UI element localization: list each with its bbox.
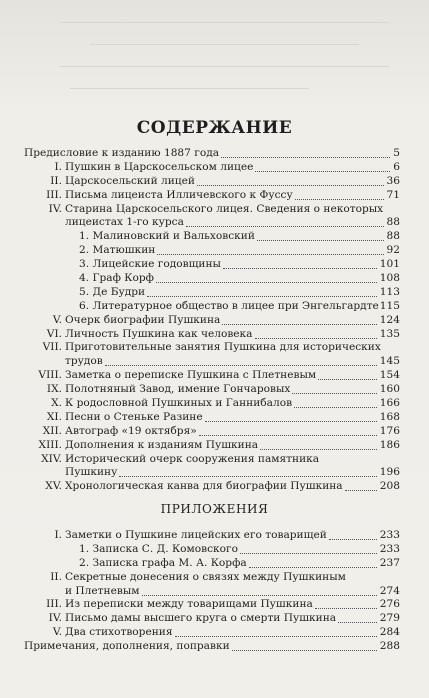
entry-page-number: 276 — [379, 598, 400, 611]
entry-page-number: 237 — [379, 556, 400, 569]
entry-page-number: 145 — [379, 355, 400, 368]
entry-title: Из переписки между товарищами Пушкина — [65, 598, 313, 611]
toc-entry — [24, 258, 400, 272]
entry-number: IX. — [46, 383, 62, 396]
entry-page-number: 108 — [379, 272, 400, 285]
entry-page-number: 71 — [386, 188, 400, 201]
entry-number: XIII. — [38, 438, 62, 451]
entry-title: Секретные донесения о связях между Пушкиным — [65, 570, 346, 583]
entry-page-number: 233 — [379, 529, 400, 541]
toc-entry — [24, 383, 400, 397]
appendix-heading: ПРИЛОЖЕНИЯ — [160, 502, 269, 516]
entry-page-number: 88 — [386, 230, 400, 243]
toc-entry — [24, 203, 400, 217]
dot-leader — [156, 282, 377, 283]
entry-page-number: 186 — [379, 438, 400, 451]
toc-entry — [24, 439, 400, 453]
dot-leader — [260, 449, 377, 450]
dot-leader — [338, 622, 377, 623]
dot-leader — [318, 379, 377, 380]
entry-page-number: 166 — [379, 397, 400, 410]
toc-entry — [24, 612, 400, 626]
entry-title: 3. Лицейские годовщины — [79, 258, 221, 271]
entry-title: Примечания, дополнения, поправки — [24, 640, 230, 653]
entry-title: Два стихотворения — [65, 626, 173, 639]
contents-heading: СОДЕРЖАНИЕ — [136, 118, 293, 138]
dot-leader — [232, 650, 377, 651]
dot-leader — [221, 157, 390, 158]
dot-leader — [197, 185, 384, 186]
entry-number: II. — [50, 174, 62, 187]
dot-leader — [105, 365, 377, 366]
entry-title: 6. Литературное общество в лицее при Энгельгардте — [79, 299, 379, 312]
entry-title: Личность Пушкина как человека — [65, 327, 253, 340]
toc-entry — [24, 314, 400, 328]
entry-title: Дополнения к изданиям Пушкина — [65, 438, 259, 451]
dot-leader — [205, 421, 377, 422]
dot-leader — [240, 553, 377, 554]
entry-page-number: 36 — [386, 174, 400, 187]
entry-number: X. — [51, 397, 62, 410]
dot-leader — [255, 338, 377, 339]
dot-leader — [157, 254, 384, 255]
dot-leader — [249, 567, 377, 568]
entry-page-number: 6 — [393, 160, 400, 173]
toc-entry — [24, 175, 400, 189]
toc-entry — [24, 355, 400, 369]
dot-leader — [292, 393, 377, 394]
entry-title: Очерк биографии Пушкина — [65, 313, 221, 326]
entry-title: Песни о Стеньке Разине — [65, 410, 203, 423]
entry-page-number: 92 — [386, 244, 400, 257]
bleed-through-line — [70, 88, 309, 89]
entry-title: Пушкину — [65, 466, 118, 479]
dot-leader — [255, 171, 390, 172]
entry-number: VIII. — [38, 369, 62, 382]
dot-leader — [175, 636, 377, 637]
entry-page-number: 135 — [379, 327, 400, 340]
entry-title: Письмо дамы высшего круга о смерти Пушкина — [65, 612, 337, 625]
entry-title: Автограф «19 октября» — [65, 424, 197, 437]
entry-page-number: 113 — [379, 285, 400, 298]
entry-title: 1. Малиновский и Вальховский — [79, 230, 255, 243]
entry-page-number: 115 — [379, 299, 400, 312]
entry-number: XI. — [46, 410, 62, 423]
toc-entry — [24, 216, 400, 230]
toc-entry — [24, 341, 400, 355]
dot-leader — [222, 324, 377, 325]
entry-page-number: 274 — [379, 584, 400, 597]
dot-leader — [257, 240, 384, 241]
bleed-through-line — [60, 66, 389, 67]
entry-page-number: 288 — [379, 640, 400, 653]
toc-entry — [24, 189, 400, 203]
toc-entry — [24, 598, 400, 612]
entry-number: VII. — [42, 341, 62, 354]
entry-page-number: 233 — [379, 542, 400, 555]
entry-page-number: 124 — [379, 313, 400, 326]
toc-entry — [24, 425, 400, 439]
entry-number: XII. — [42, 424, 62, 437]
dot-leader — [295, 199, 384, 200]
entry-title: лицеистах 1-го курса — [65, 216, 184, 229]
entry-number: III. — [46, 188, 62, 201]
entry-title: Предисловие к изданию 1887 года — [24, 147, 220, 159]
entry-number: II. — [50, 570, 62, 583]
dot-leader — [119, 476, 377, 477]
entry-title: Старина Царскосельского лицея. Сведения о некоторых — [65, 202, 384, 215]
entry-number: XIV. — [41, 452, 62, 465]
dot-leader — [294, 407, 377, 408]
entry-title: Полотняный Завод, имение Гончаровых — [65, 383, 291, 396]
toc-entry — [24, 480, 400, 494]
dot-leader — [199, 435, 377, 436]
appendix-contents — [24, 529, 400, 654]
entry-page-number: 101 — [379, 258, 400, 271]
toc-entry — [24, 529, 400, 543]
entry-title: Царскосельский лицей — [65, 174, 195, 187]
entry-title: 2. Матюшкин — [79, 244, 156, 257]
toc-entry — [24, 585, 400, 599]
toc-entry — [24, 147, 400, 161]
entry-page-number: 196 — [379, 466, 400, 479]
entry-title: 2. Записка графа М. А. Корфа — [79, 556, 247, 569]
toc-entry — [24, 557, 400, 571]
bleed-through-line — [90, 44, 359, 45]
toc-entry — [24, 369, 400, 383]
entry-page-number: 154 — [379, 369, 400, 382]
entry-number: I. — [54, 529, 62, 541]
entry-title: Хронологическая канва для биографии Пушкина — [65, 480, 343, 493]
toc-entry — [24, 286, 400, 300]
toc-entry — [24, 466, 400, 480]
toc-entry — [24, 272, 400, 286]
entry-title: Приготовительные занятия Пушкина для исторических — [65, 341, 381, 354]
entry-number: III. — [46, 598, 62, 611]
bleed-through-line — [60, 22, 389, 23]
toc-entry — [24, 300, 400, 314]
entry-title: и Плетневым — [65, 584, 140, 597]
dot-leader — [186, 226, 384, 227]
entry-title: 4. Граф Корф — [79, 272, 154, 285]
dot-leader — [147, 296, 377, 297]
entry-page-number: 160 — [379, 383, 400, 396]
entry-number: IV. — [48, 612, 62, 625]
entry-page-number: 176 — [379, 424, 400, 437]
toc-entry — [24, 571, 400, 585]
entry-page-number: 208 — [379, 480, 400, 493]
entry-page-number: 279 — [379, 612, 400, 625]
dot-leader — [329, 539, 377, 540]
dot-leader — [142, 595, 377, 596]
entry-title: К родословной Пушкиных и Ганнибалов — [65, 397, 293, 410]
toc-entry — [24, 543, 400, 557]
entry-number: VI. — [46, 327, 62, 340]
dot-leader — [315, 608, 377, 609]
toc-entry — [24, 161, 400, 175]
entry-title: Пушкин в Царскосельском лицее — [65, 160, 254, 173]
entry-title: Исторический очерк сооружения памятника — [65, 452, 320, 465]
entry-title: трудов — [65, 355, 103, 368]
toc-entry — [24, 244, 400, 258]
entry-number: IV. — [48, 202, 62, 215]
entry-page-number: 88 — [386, 216, 400, 229]
entry-page-number: 284 — [379, 626, 400, 639]
entry-title: Письма лицеиста Илличевского к Фуссу — [65, 188, 293, 201]
entry-number: I. — [54, 160, 62, 173]
entry-number: V. — [52, 626, 62, 639]
entry-title: 1. Записка С. Д. Комовского — [79, 542, 238, 555]
toc-entry — [24, 411, 400, 425]
entry-number: V. — [52, 313, 62, 326]
toc-entry — [24, 640, 400, 654]
toc-entry — [24, 328, 400, 342]
toc-entry — [24, 397, 400, 411]
entry-title: Заметка о переписке Пушкина с Плетневым — [65, 369, 317, 382]
entry-page-number: 168 — [379, 410, 400, 423]
table-of-contents — [24, 147, 400, 494]
entry-number: XV. — [45, 480, 62, 493]
dot-leader — [345, 490, 377, 491]
toc-entry — [24, 230, 400, 244]
dot-leader — [223, 268, 377, 269]
entry-page-number: 5 — [393, 147, 400, 159]
toc-entry — [24, 453, 400, 467]
entry-title: 5. Де Будри — [79, 285, 146, 298]
toc-entry — [24, 626, 400, 640]
entry-title: Заметки о Пушкине лицейских его товарищей — [65, 529, 327, 541]
